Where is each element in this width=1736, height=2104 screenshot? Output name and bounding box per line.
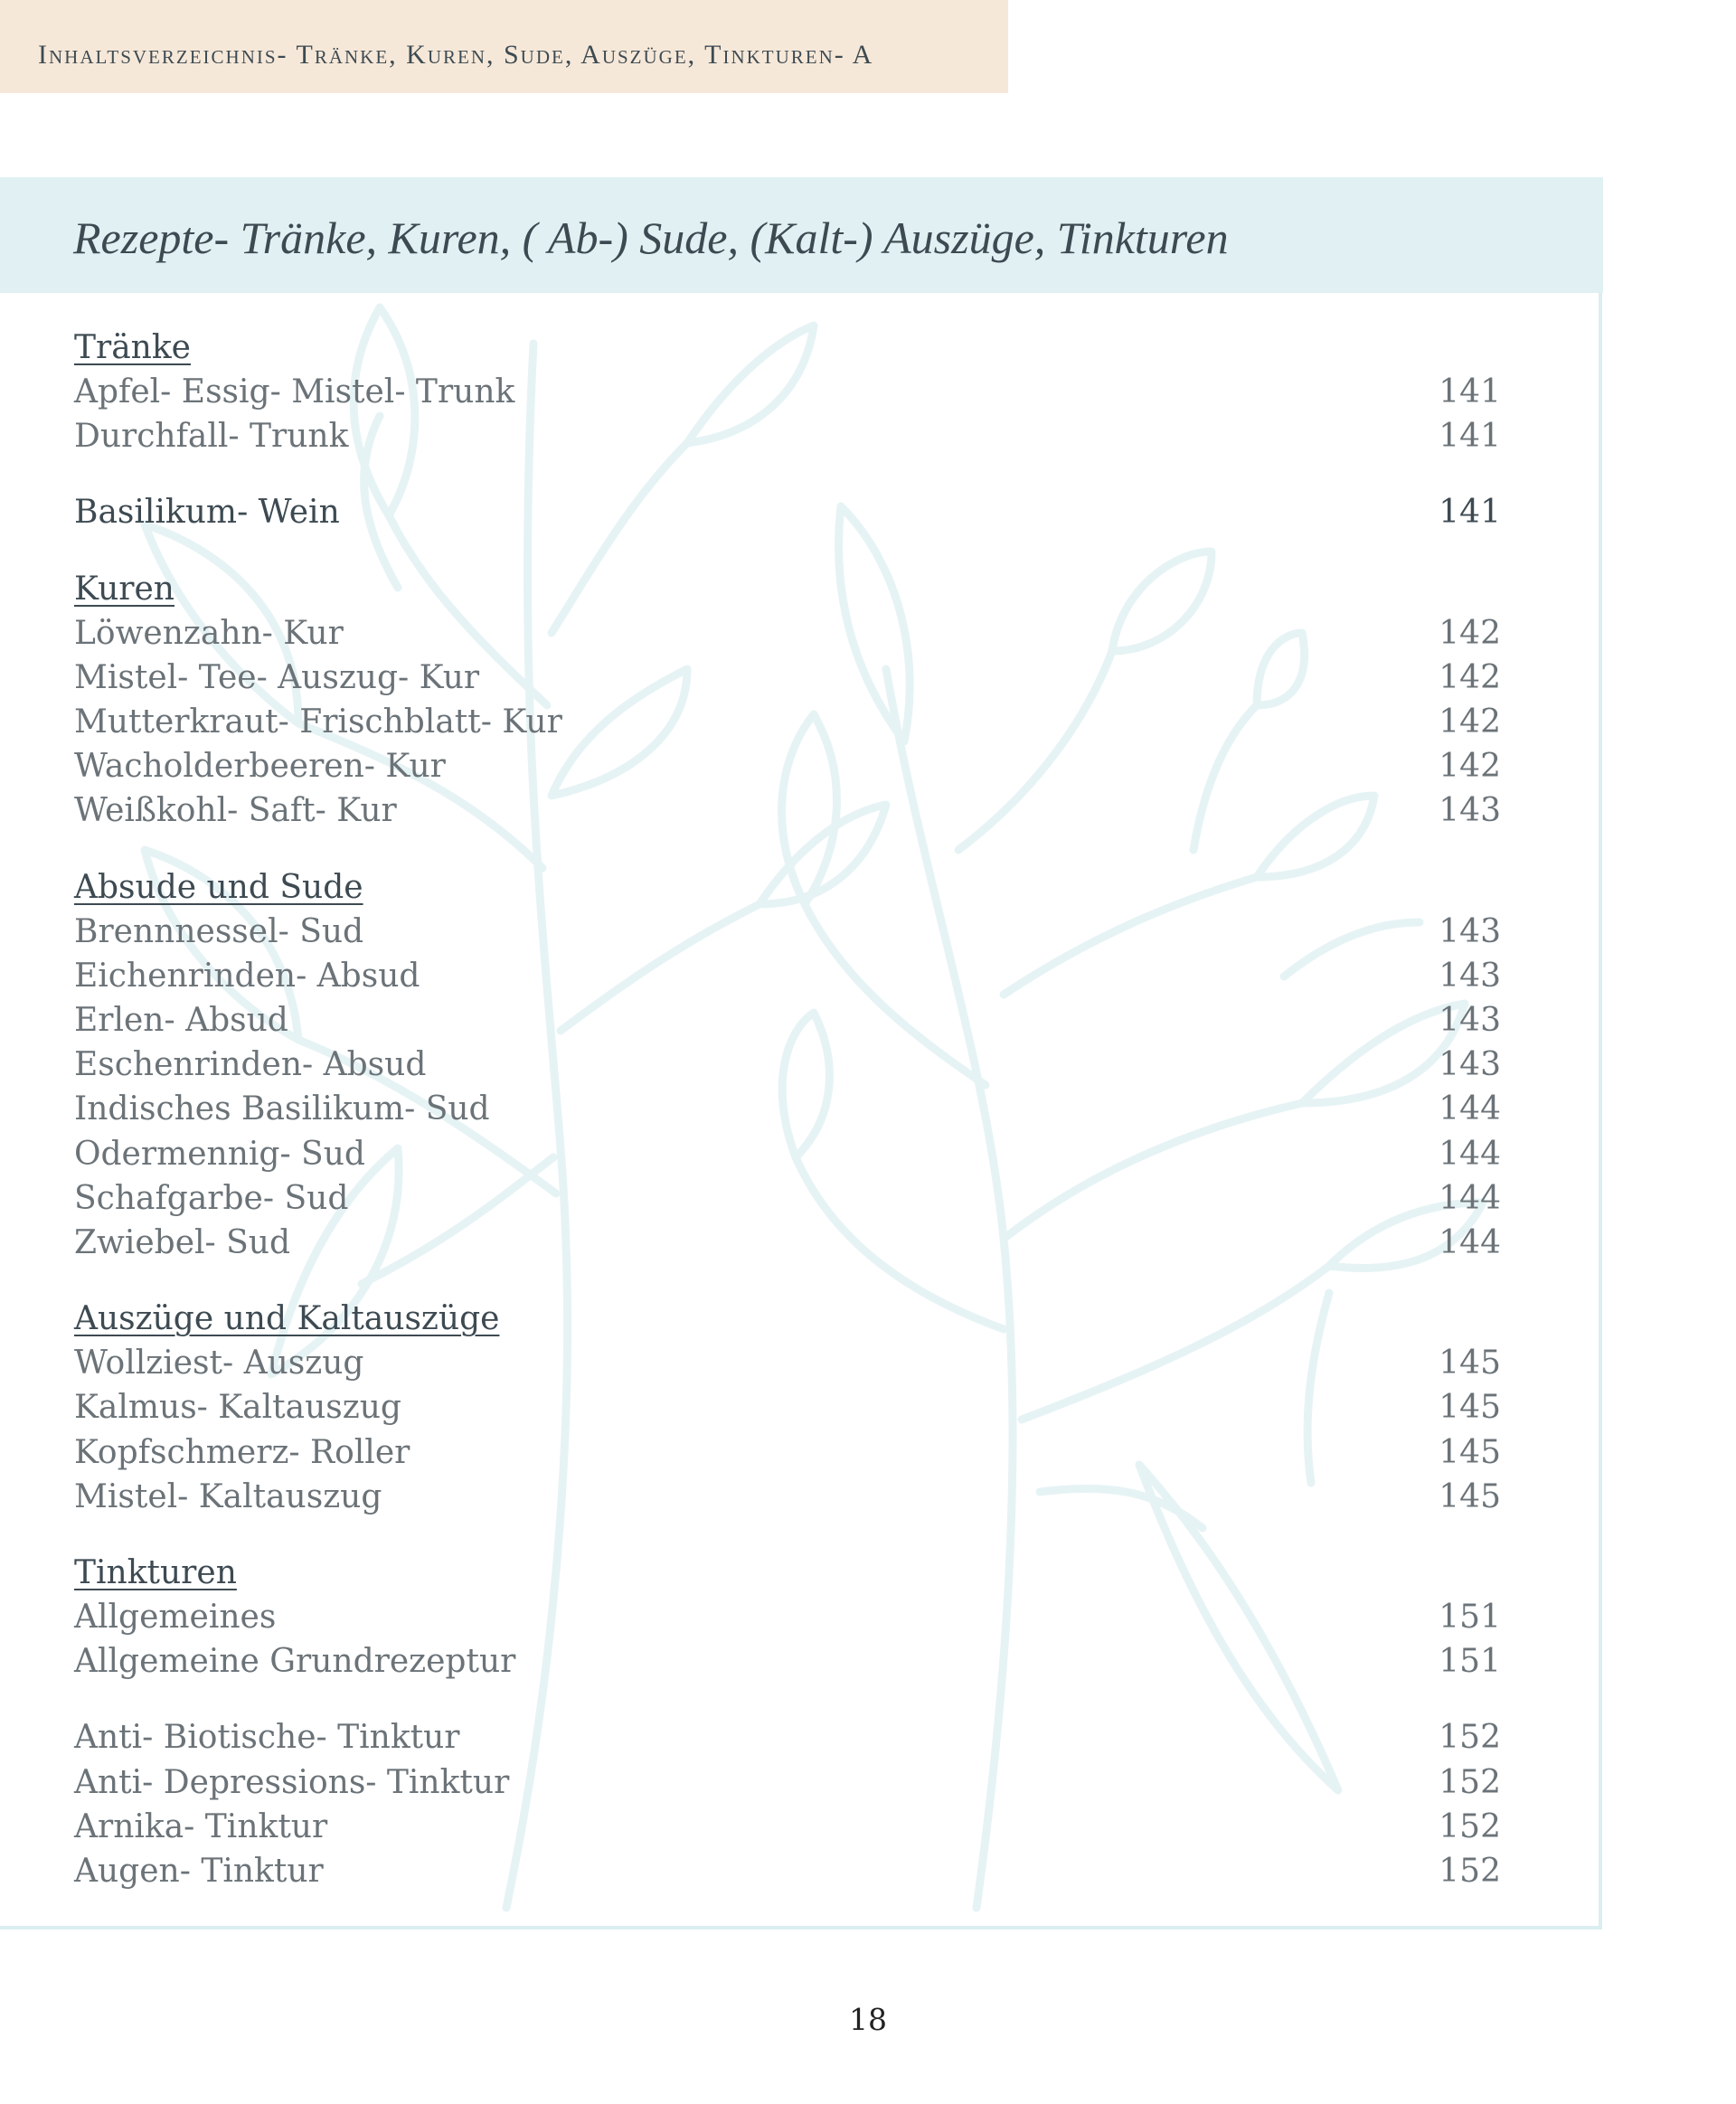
toc-entry-label: Basilikum- Wein xyxy=(74,494,340,532)
running-header-title: Inhaltsverzeichnis- Tränke, Kuren, Sude, Auszüge, Tinkturen- A xyxy=(38,40,874,70)
toc-entry xyxy=(74,611,1501,656)
toc-entry-page: 142 xyxy=(1439,703,1501,741)
toc-entry-label: Erlen- Absud xyxy=(74,1002,288,1040)
section-heading: Absude und Sude xyxy=(74,868,363,906)
toc-entry-label: Löwenzahn- Kur xyxy=(74,614,344,652)
toc-entry xyxy=(74,1595,1501,1639)
toc-entry-label: Indisches Basilikum- Sud xyxy=(74,1090,490,1128)
toc-entry-label: Apfel- Essig- Mistel- Trunk xyxy=(74,373,515,410)
toc-entry-page: 152 xyxy=(1439,1763,1501,1801)
toc-entry-label: Eichenrinden- Absud xyxy=(74,957,420,995)
toc-entry-label: Anti- Depressions- Tinktur xyxy=(74,1763,510,1801)
toc-entry-page: 143 xyxy=(1439,912,1501,950)
toc-entry-label: Zwiebel- Sud xyxy=(74,1224,291,1262)
toc-entry xyxy=(74,998,1501,1043)
toc-entry xyxy=(74,1849,1501,1893)
toc-entry-label: Kalmus- Kaltauszug xyxy=(74,1389,401,1427)
toc-entry-label: Wacholderbeeren- Kur xyxy=(74,748,446,786)
toc-entry xyxy=(74,490,1501,534)
toc-entry xyxy=(74,954,1501,998)
toc-entry-page: 142 xyxy=(1439,748,1501,786)
section-heading: Auszüge und Kaltauszüge xyxy=(74,1300,500,1338)
table-of-contents xyxy=(74,326,1501,1893)
toc-entry xyxy=(74,1430,1501,1475)
toc-entry-page: 141 xyxy=(1439,373,1501,410)
toc-entry-page: 141 xyxy=(1439,418,1501,456)
toc-entry xyxy=(74,910,1501,954)
toc-entry xyxy=(74,1385,1501,1429)
toc-entry xyxy=(74,1087,1501,1131)
toc-entry-label: Schafgarbe- Sud xyxy=(74,1179,349,1217)
toc-entry xyxy=(74,744,1501,788)
toc-entry-page: 151 xyxy=(1439,1599,1501,1637)
toc-entry-label: Weißkohl- Saft- Kur xyxy=(74,792,397,830)
toc-entry xyxy=(74,1176,1501,1221)
toc-entry xyxy=(74,1475,1501,1519)
toc-entry-page: 143 xyxy=(1439,1002,1501,1040)
section-tinkturen xyxy=(74,1551,1501,1893)
toc-entry xyxy=(74,1805,1501,1849)
toc-entry-page: 142 xyxy=(1439,614,1501,652)
toc-entry-label: Durchfall- Trunk xyxy=(74,418,349,456)
toc-entry-label: Mutterkraut- Frischblatt- Kur xyxy=(74,703,562,741)
toc-entry xyxy=(74,656,1501,700)
toc-entry-page: 145 xyxy=(1439,1344,1501,1382)
toc-entry-page: 145 xyxy=(1439,1477,1501,1515)
toc-entry-page: 152 xyxy=(1439,1807,1501,1845)
toc-entry-page: 144 xyxy=(1439,1090,1501,1128)
toc-entry-page: 152 xyxy=(1439,1853,1501,1891)
toc-entry-page: 142 xyxy=(1439,658,1501,696)
toc-entry-label: Anti- Biotische- Tinktur xyxy=(74,1719,460,1757)
toc-entry-page: 144 xyxy=(1439,1224,1501,1262)
toc-entry xyxy=(74,1760,1501,1805)
toc-entry-label: Mistel- Kaltauszug xyxy=(74,1477,382,1515)
toc-entry-page: 144 xyxy=(1439,1179,1501,1217)
page-number: 18 xyxy=(849,2002,887,2037)
page-title: Rezepte- Tränke, Kuren, ( Ab-) Sude, (Kalt-) Auszüge, Tinkturen xyxy=(73,212,1229,263)
toc-entry-page: 143 xyxy=(1439,792,1501,830)
toc-entry-page: 141 xyxy=(1439,494,1501,532)
toc-entry-label: Arnika- Tinktur xyxy=(74,1807,328,1845)
toc-entry-label: Kopfschmerz- Roller xyxy=(74,1433,410,1471)
toc-entry xyxy=(74,1341,1501,1385)
toc-entry-page: 152 xyxy=(1439,1719,1501,1757)
section-traenke xyxy=(74,326,1501,535)
section-heading: Kuren xyxy=(74,570,175,608)
toc-entry xyxy=(74,1132,1501,1176)
toc-entry xyxy=(74,414,1501,458)
toc-entry xyxy=(74,1639,1501,1684)
toc-entry xyxy=(74,788,1501,833)
toc-entry-label: Wollziest- Auszug xyxy=(74,1344,364,1382)
toc-entry xyxy=(74,1043,1501,1087)
section-heading: Tränke xyxy=(74,329,191,366)
toc-entry xyxy=(74,1715,1501,1760)
toc-entry xyxy=(74,700,1501,744)
toc-entry-page: 145 xyxy=(1439,1389,1501,1427)
toc-entry-page: 143 xyxy=(1439,957,1501,995)
toc-entry-page: 144 xyxy=(1439,1135,1501,1173)
toc-entry-label: Brennnessel- Sud xyxy=(74,912,364,950)
section-auszuege xyxy=(74,1297,1501,1519)
toc-entry-label: Augen- Tinktur xyxy=(74,1853,324,1891)
section-kuren xyxy=(74,567,1501,834)
toc-entry-page: 151 xyxy=(1439,1643,1501,1681)
toc-entry-label: Eschenrinden- Absud xyxy=(74,1046,427,1084)
toc-entry-page: 145 xyxy=(1439,1433,1501,1471)
section-sude xyxy=(74,865,1501,1266)
toc-entry-label: Mistel- Tee- Auszug- Kur xyxy=(74,658,480,696)
toc-entry-page: 143 xyxy=(1439,1046,1501,1084)
toc-entry xyxy=(74,1221,1501,1265)
toc-entry-label: Odermennig- Sud xyxy=(74,1135,365,1173)
toc-entry xyxy=(74,370,1501,414)
toc-entry-label: Allgemeine Grundrezeptur xyxy=(74,1643,516,1681)
section-heading: Tinkturen xyxy=(74,1554,237,1592)
toc-entry-label: Allgemeines xyxy=(74,1599,277,1637)
